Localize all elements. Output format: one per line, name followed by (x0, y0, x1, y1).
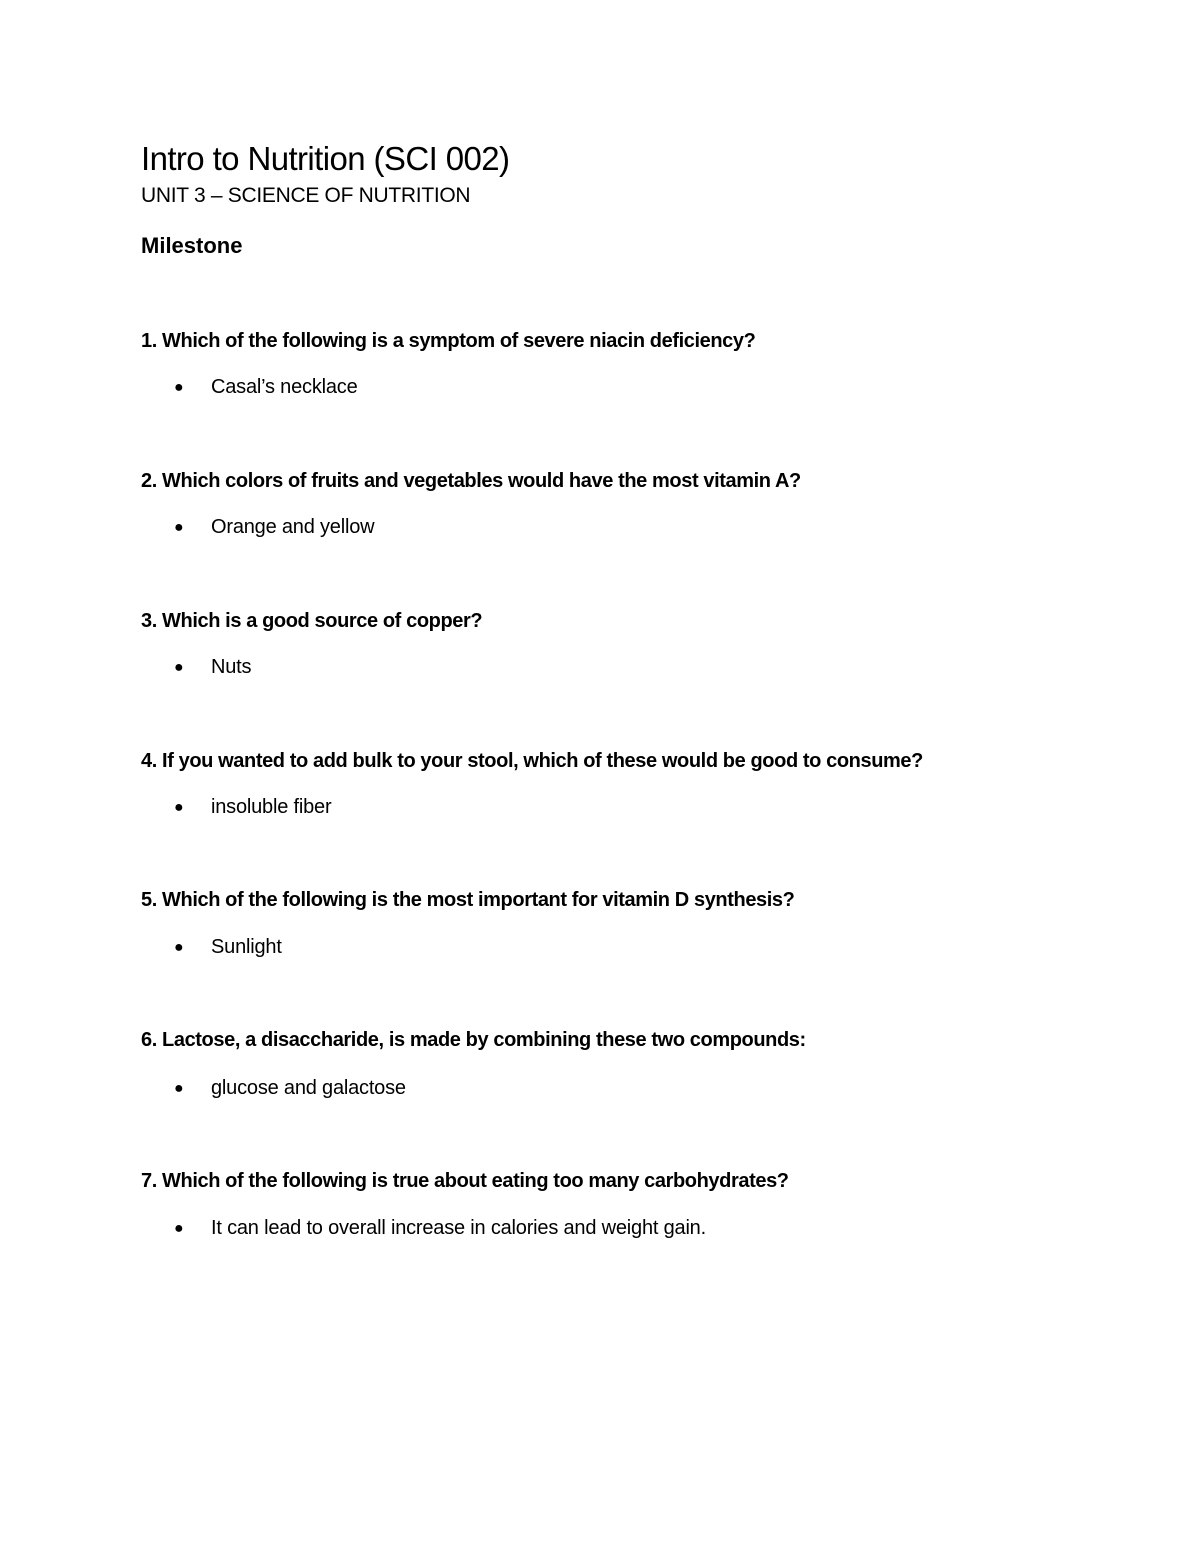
question-3: 3. Which is a good source of copper? (141, 610, 483, 632)
question-4: 4. If you wanted to add bulk to your stool, which of these would be good to consume? (141, 750, 923, 772)
answer-3 (174, 656, 251, 679)
bullet-icon: ● (174, 519, 184, 536)
question-6: 6. Lactose, a disaccharide, is made by combining these two compounds: (141, 1029, 806, 1051)
answer-text: It can lead to overall increase in calories and weight gain. (211, 1217, 706, 1239)
answer-text: glucose and galactose (211, 1077, 406, 1099)
answer-text: Orange and yellow (211, 516, 375, 538)
answer-text: Nuts (211, 656, 252, 678)
question-7: 7. Which of the following is true about eating too many carbohydrates? (141, 1170, 789, 1192)
bullet-icon: ● (174, 939, 184, 956)
answer-text: insoluble fiber (211, 796, 332, 818)
bullet-icon: ● (174, 1080, 184, 1097)
bullet-icon: ● (174, 1220, 184, 1237)
answer-6 (174, 1077, 406, 1100)
unit-heading: UNIT 3 – SCIENCE OF NUTRITION (141, 184, 471, 207)
section-heading: Milestone (141, 233, 243, 258)
question-2: 2. Which colors of fruits and vegetables would have the most vitamin A? (141, 470, 801, 492)
answer-2 (174, 516, 374, 539)
bullet-icon: ● (174, 379, 184, 396)
question-1: 1. Which of the following is a symptom of severe niacin deficiency? (141, 330, 756, 352)
answer-7 (174, 1217, 706, 1240)
question-5: 5. Which of the following is the most important for vitamin D synthesis? (141, 889, 795, 911)
answer-5 (174, 936, 282, 959)
answer-4 (174, 796, 331, 819)
bullet-icon: ● (174, 659, 184, 676)
answer-text: Sunlight (211, 936, 282, 958)
answer-text: Casal’s necklace (211, 376, 358, 398)
answer-1 (174, 376, 358, 399)
bullet-icon: ● (174, 799, 184, 816)
document-title: Intro to Nutrition (SCI 002) (141, 140, 510, 177)
